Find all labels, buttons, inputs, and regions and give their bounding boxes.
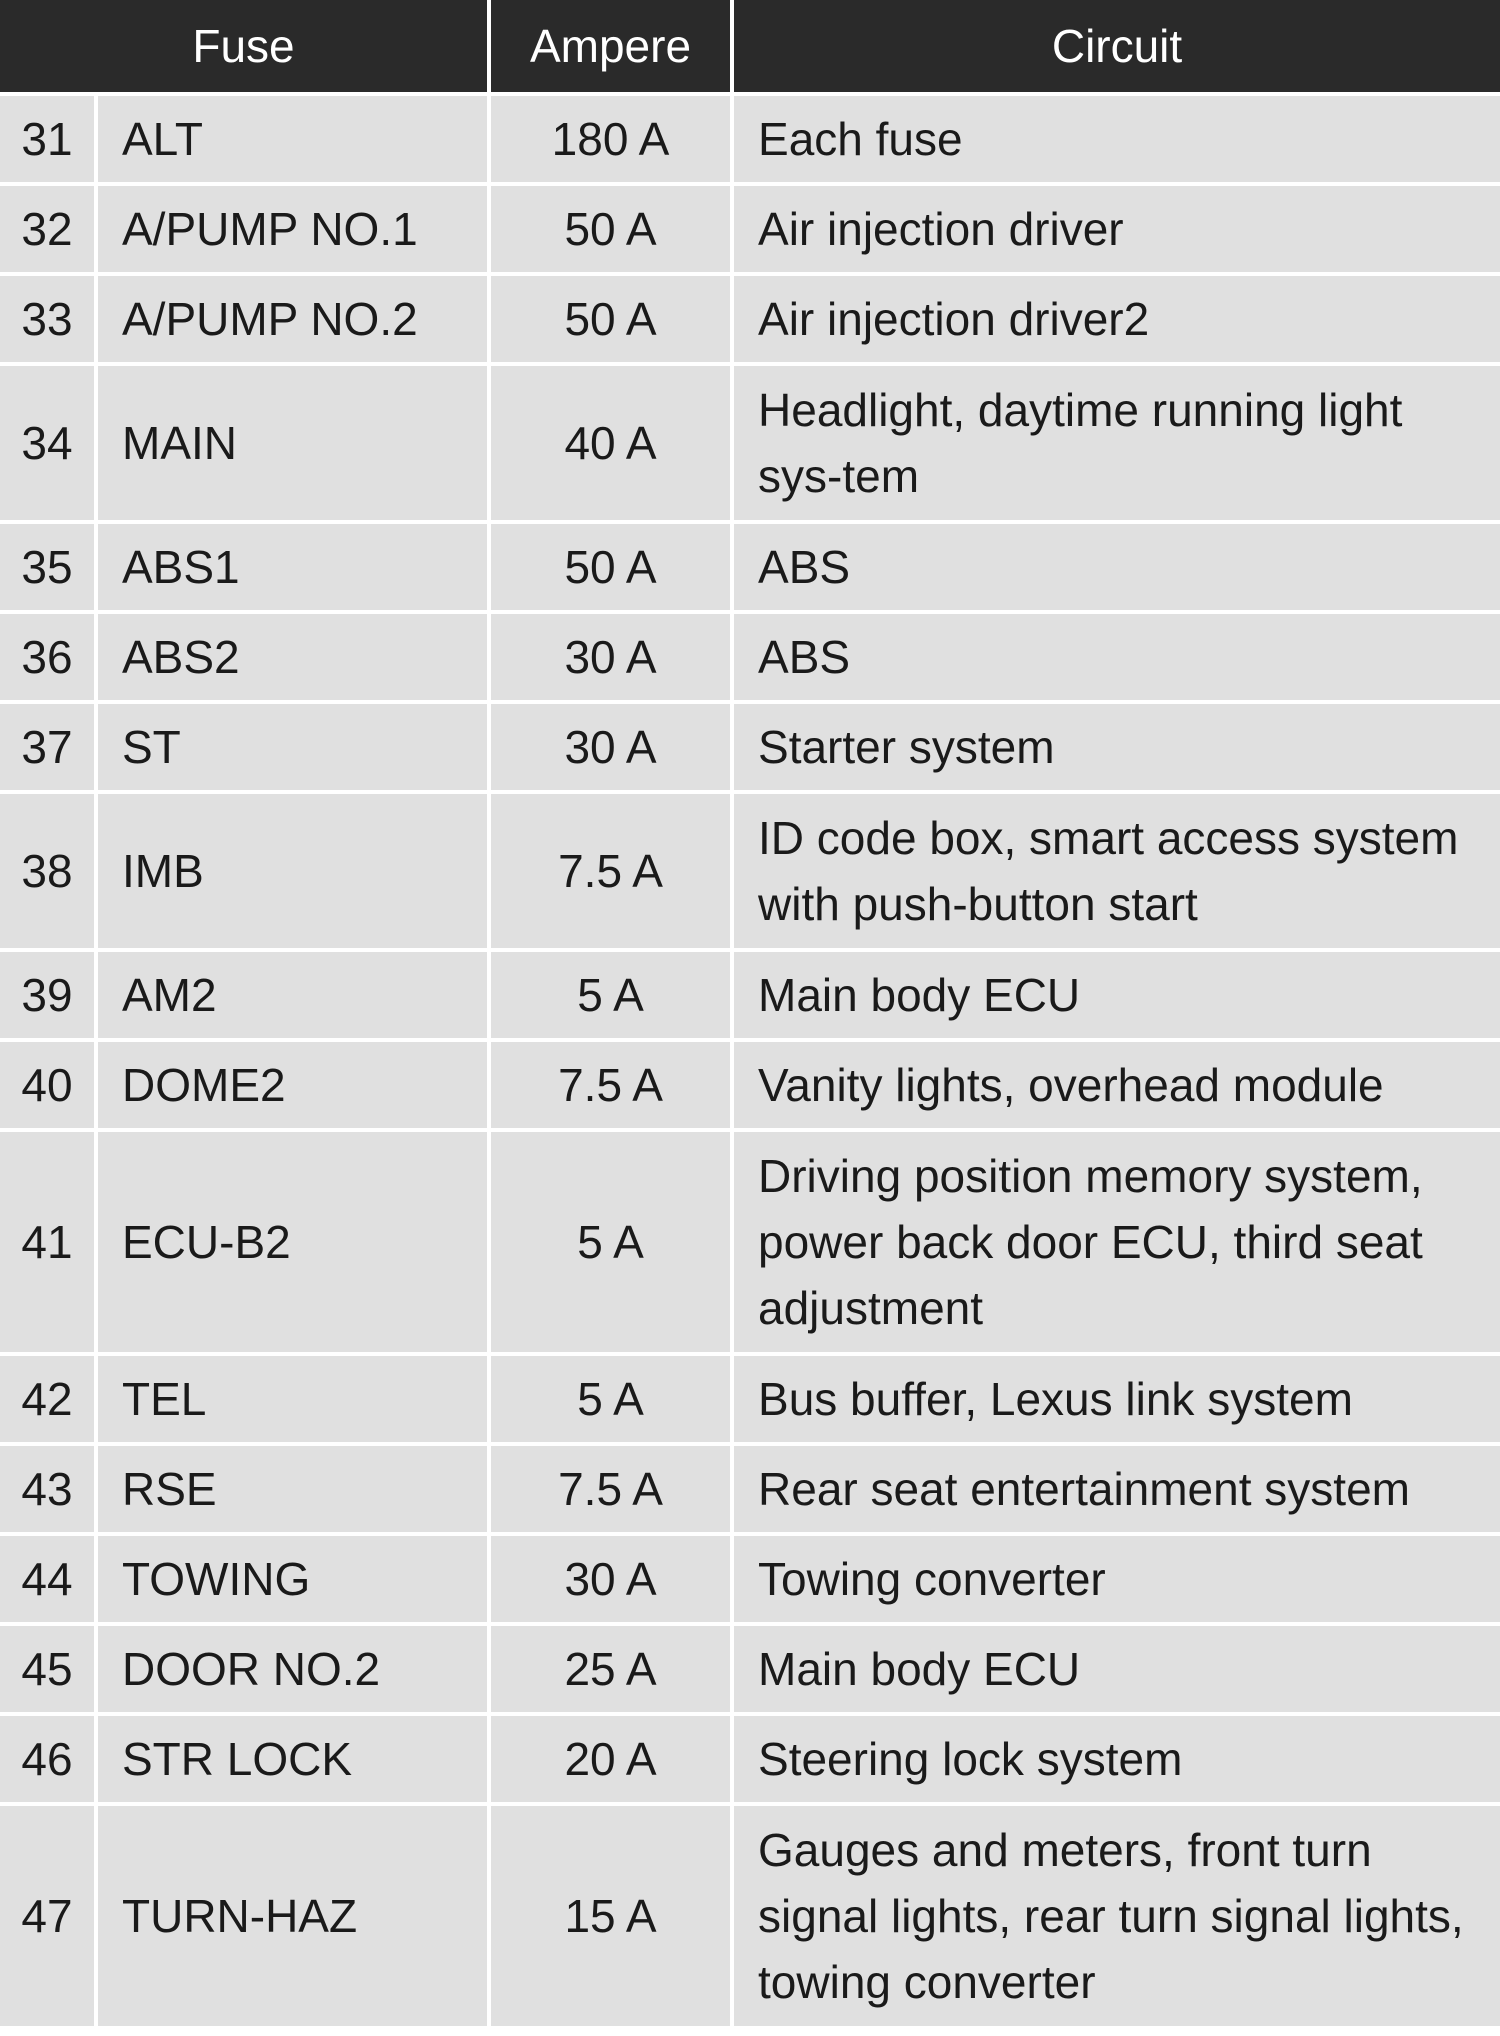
fuse-name: TOWING [98, 1536, 491, 1626]
fuse-ampere: 5 A [491, 952, 734, 1042]
header-ampere: Ampere [491, 0, 734, 96]
table-row [0, 614, 1500, 704]
header-row [0, 0, 1500, 96]
fuse-ampere: 20 A [491, 1716, 734, 1806]
fuse-circuit: ABS [734, 524, 1500, 614]
fuse-circuit: Main body ECU [734, 952, 1500, 1042]
table-row [0, 1132, 1500, 1356]
table-row [0, 186, 1500, 276]
fuse-name: TEL [98, 1356, 491, 1446]
fuse-name: RSE [98, 1446, 491, 1536]
fuse-name: ABS2 [98, 614, 491, 704]
fuse-circuit: Steering lock system [734, 1716, 1500, 1806]
fuse-name: TURN-HAZ [98, 1806, 491, 2030]
table-row [0, 1806, 1500, 2030]
fuse-number: 31 [0, 96, 98, 186]
table-row [0, 794, 1500, 952]
fuse-ampere: 50 A [491, 186, 734, 276]
fuse-number: 32 [0, 186, 98, 276]
fuse-ampere: 5 A [491, 1356, 734, 1446]
fuse-name: ST [98, 704, 491, 794]
fuse-circuit: Air injection driver2 [734, 276, 1500, 366]
fuse-circuit: Driving position memory system, power back door ECU, third seat adjustment [734, 1132, 1500, 1356]
fuse-circuit: Headlight, daytime running light sys-tem [734, 366, 1500, 524]
fuse-number: 37 [0, 704, 98, 794]
fuse-name: STR LOCK [98, 1716, 491, 1806]
fuse-name: ECU-B2 [98, 1132, 491, 1356]
fuse-name: DOME2 [98, 1042, 491, 1132]
fuse-circuit: Each fuse [734, 96, 1500, 186]
fuse-number: 39 [0, 952, 98, 1042]
fuse-ampere: 7.5 A [491, 794, 734, 952]
fuse-name: IMB [98, 794, 491, 952]
fuse-number: 42 [0, 1356, 98, 1446]
fuse-number: 35 [0, 524, 98, 614]
fuse-circuit: Bus buffer, Lexus link system [734, 1356, 1500, 1446]
table-row [0, 1356, 1500, 1446]
fuse-number: 46 [0, 1716, 98, 1806]
fuse-circuit: Air injection driver [734, 186, 1500, 276]
fuse-number: 34 [0, 366, 98, 524]
fuse-ampere: 30 A [491, 1536, 734, 1626]
table-row [0, 1626, 1500, 1716]
fuse-number: 44 [0, 1536, 98, 1626]
fuse-number: 45 [0, 1626, 98, 1716]
fuse-number: 43 [0, 1446, 98, 1536]
fuse-circuit: ID code box, smart access system with push-button start [734, 794, 1500, 952]
fuse-name: AM2 [98, 952, 491, 1042]
fuse-ampere: 180 A [491, 96, 734, 186]
fuse-circuit: Main body ECU [734, 1626, 1500, 1716]
fuse-ampere: 25 A [491, 1626, 734, 1716]
fuse-ampere: 30 A [491, 704, 734, 794]
table-row [0, 1716, 1500, 1806]
fuse-circuit: Rear seat entertainment system [734, 1446, 1500, 1536]
fuse-name: A/PUMP NO.2 [98, 276, 491, 366]
table-row [0, 952, 1500, 1042]
fuse-ampere: 5 A [491, 1132, 734, 1356]
table-row [0, 704, 1500, 794]
table-row [0, 1446, 1500, 1536]
fuse-circuit: Starter system [734, 704, 1500, 794]
header-circuit: Circuit [734, 0, 1500, 96]
fuse-ampere: 30 A [491, 614, 734, 704]
fuse-circuit: Vanity lights, overhead module [734, 1042, 1500, 1132]
fuse-ampere: 50 A [491, 276, 734, 366]
fuse-name: ALT [98, 96, 491, 186]
fuse-ampere: 15 A [491, 1806, 734, 2030]
fuse-circuit: Gauges and meters, front turn signal lights, rear turn signal lights, towing converter [734, 1806, 1500, 2030]
fuse-circuit: ABS [734, 614, 1500, 704]
fuse-name: MAIN [98, 366, 491, 524]
fuse-number: 38 [0, 794, 98, 952]
fuse-ampere: 7.5 A [491, 1446, 734, 1536]
fuse-name: A/PUMP NO.1 [98, 186, 491, 276]
table-row [0, 276, 1500, 366]
fuse-number: 36 [0, 614, 98, 704]
table-row [0, 96, 1500, 186]
table-row [0, 1042, 1500, 1132]
fuse-number: 47 [0, 1806, 98, 2030]
fuse-number: 41 [0, 1132, 98, 1356]
table-row [0, 524, 1500, 614]
fuse-circuit: Towing converter [734, 1536, 1500, 1626]
fuse-number: 40 [0, 1042, 98, 1132]
fuse-number: 33 [0, 276, 98, 366]
fuse-ampere: 40 A [491, 366, 734, 524]
table-row [0, 1536, 1500, 1626]
table-row [0, 366, 1500, 524]
fuse-name: DOOR NO.2 [98, 1626, 491, 1716]
fuse-ampere: 50 A [491, 524, 734, 614]
header-fuse: Fuse [0, 0, 491, 96]
fuse-name: ABS1 [98, 524, 491, 614]
fuse-ampere: 7.5 A [491, 1042, 734, 1132]
